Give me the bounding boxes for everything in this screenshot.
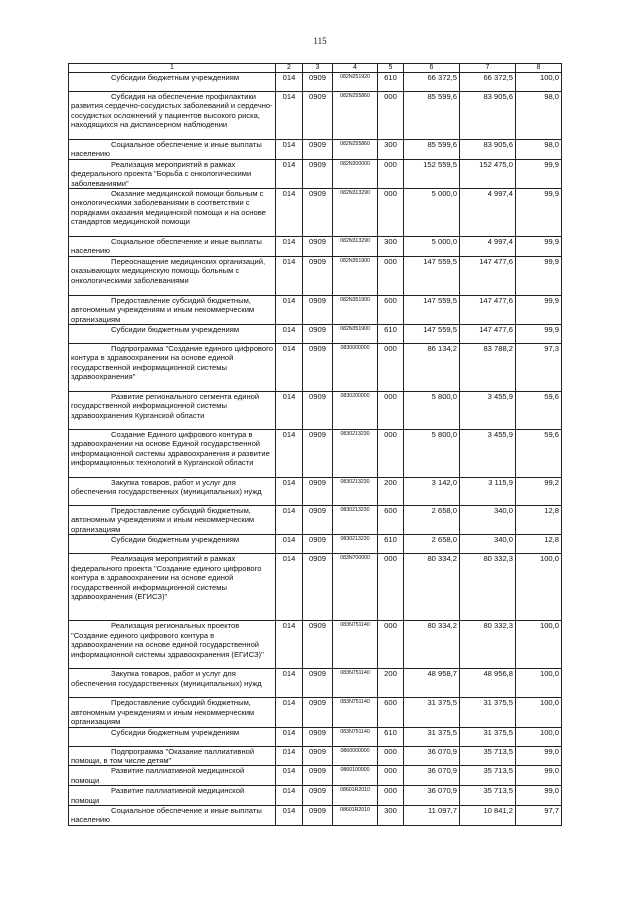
- cell-plan: 86 134,2: [404, 344, 460, 392]
- table-row: [69, 621, 562, 669]
- cell-name: [69, 478, 276, 506]
- cell-rz: 0909: [303, 727, 333, 746]
- cell-rz: 0909: [303, 554, 333, 621]
- cell-cs: 0830213230: [333, 535, 378, 554]
- table-row: [69, 189, 562, 237]
- table-row: [69, 92, 562, 140]
- cell-fact: 83 905,6: [460, 92, 516, 140]
- cell-ved: 014: [276, 325, 303, 344]
- cell-ved: 014: [276, 237, 303, 257]
- table-row: [69, 237, 562, 257]
- cell-cs: 0860100000: [333, 766, 378, 786]
- table-row: [69, 392, 562, 430]
- table-row: [69, 159, 562, 188]
- cell-fact: 35 713,5: [460, 786, 516, 806]
- table-row: [69, 766, 562, 786]
- cell-pct: 97,7: [516, 805, 562, 825]
- cell-rz: 0909: [303, 256, 333, 295]
- cell-vr: 610: [378, 73, 404, 92]
- table-row: [69, 727, 562, 746]
- cell-pct: 99,9: [516, 189, 562, 237]
- cell-cs: 082N313290: [333, 189, 378, 237]
- cell-cs: 08601R2010: [333, 786, 378, 806]
- header-cell: 1: [69, 64, 276, 73]
- cell-pct: 99,9: [516, 159, 562, 188]
- cell-pct: 100,0: [516, 669, 562, 698]
- cell-vr: 000: [378, 766, 404, 786]
- cell-vr: 200: [378, 478, 404, 506]
- cell-fact: 152 475,0: [460, 159, 516, 188]
- row-name: Подпрограмма "Оказание паллиативной помощи, в том числе детям": [71, 746, 255, 765]
- cell-cs: 082N351900: [333, 325, 378, 344]
- cell-plan: 36 070,9: [404, 766, 460, 786]
- header-cell: 8: [516, 64, 562, 73]
- cell-pct: 97,3: [516, 344, 562, 392]
- table-row: [69, 506, 562, 535]
- cell-rz: 0909: [303, 430, 333, 478]
- cell-name: [69, 535, 276, 554]
- cell-name: [69, 727, 276, 746]
- cell-pct: 99,0: [516, 746, 562, 766]
- cell-plan: 152 559,5: [404, 159, 460, 188]
- cell-pct: 99,0: [516, 766, 562, 786]
- row-name: Создание Единого цифрового контура в здравоохранении на основе Единой государственной информационной системы здравоохранения и развитие информационных технологий в Курганской области: [71, 430, 270, 468]
- cell-rz: 0909: [303, 786, 333, 806]
- header-cell: 5: [378, 64, 404, 73]
- table-row: [69, 295, 562, 324]
- table-row: [69, 805, 562, 825]
- row-name: Развитие паллиативной медицинской помощи: [71, 766, 245, 785]
- cell-ved: 014: [276, 92, 303, 140]
- cell-rz: 0909: [303, 766, 333, 786]
- row-name: Развитие паллиативной медицинской помощи: [71, 786, 245, 805]
- header-cell: 3: [303, 64, 333, 73]
- cell-name: [69, 766, 276, 786]
- cell-ved: 014: [276, 73, 303, 92]
- row-name: Субсидии бюджетным учреждениям: [111, 73, 240, 82]
- table-row: [69, 786, 562, 806]
- budget-table: [68, 63, 562, 826]
- cell-vr: 000: [378, 392, 404, 430]
- cell-ved: 014: [276, 535, 303, 554]
- cell-vr: 000: [378, 256, 404, 295]
- cell-ved: 014: [276, 344, 303, 392]
- cell-rz: 0909: [303, 669, 333, 698]
- cell-rz: 0909: [303, 295, 333, 324]
- cell-vr: 000: [378, 92, 404, 140]
- row-name: Реализация мероприятий в рамках федерального проекта "Создание единого цифрового контура в здравоохранении на основе единой государственной информационной системы здравоохранения (ЕГИСЗ)": [71, 554, 262, 601]
- cell-ved: 014: [276, 621, 303, 669]
- cell-ved: 014: [276, 430, 303, 478]
- header-row: [69, 64, 562, 73]
- table-row: [69, 669, 562, 698]
- cell-fact: 4 997,4: [460, 237, 516, 257]
- cell-rz: 0909: [303, 506, 333, 535]
- cell-fact: 147 477,6: [460, 256, 516, 295]
- cell-pct: 98,0: [516, 92, 562, 140]
- row-name: Закупка товаров, работ и услуг для обеспечения государственных (муниципальных) нужд: [71, 478, 262, 497]
- cell-rz: 0909: [303, 698, 333, 727]
- cell-pct: 99,9: [516, 325, 562, 344]
- cell-rz: 0909: [303, 746, 333, 766]
- cell-plan: 31 375,5: [404, 727, 460, 746]
- cell-fact: 147 477,6: [460, 325, 516, 344]
- row-name: Субсидии бюджетным учреждениям: [111, 535, 240, 545]
- cell-fact: 83 788,2: [460, 344, 516, 392]
- cell-vr: 200: [378, 669, 404, 698]
- cell-cs: 082N255860: [333, 92, 378, 140]
- cell-vr: 600: [378, 506, 404, 535]
- table-row: [69, 256, 562, 295]
- row-name: Социальное обеспечение и иные выплаты населению: [71, 805, 262, 825]
- cell-ved: 014: [276, 140, 303, 160]
- cell-plan: 147 559,5: [404, 325, 460, 344]
- cell-vr: 600: [378, 295, 404, 324]
- cell-pct: 100,0: [516, 554, 562, 621]
- row-name: Субсидии бюджетным учреждениям: [111, 727, 240, 737]
- cell-fact: 147 477,6: [460, 295, 516, 324]
- cell-plan: 2 658,0: [404, 506, 460, 535]
- cell-rz: 0909: [303, 344, 333, 392]
- cell-plan: 5 800,0: [404, 430, 460, 478]
- row-name: Подпрограмма "Создание единого цифрового контура в здравоохранении на основе единой государственной информационной системы здравоохранения": [71, 344, 273, 382]
- header-cell: 6: [404, 64, 460, 73]
- cell-vr: 300: [378, 140, 404, 160]
- cell-fact: 340,0: [460, 506, 516, 535]
- cell-vr: 610: [378, 325, 404, 344]
- cell-rz: 0909: [303, 392, 333, 430]
- row-name: Развитие регионального сегмента единой государственной информационной системы здравоохранения Курганской области: [71, 392, 260, 420]
- table-row: [69, 535, 562, 554]
- cell-ved: 014: [276, 189, 303, 237]
- header-cell: 4: [333, 64, 378, 73]
- cell-cs: 082N255860: [333, 140, 378, 160]
- cell-pct: 100,0: [516, 727, 562, 746]
- table-row: [69, 698, 562, 727]
- cell-fact: 3 455,9: [460, 430, 516, 478]
- row-name: Социальное обеспечение и иные выплаты населению: [71, 140, 262, 159]
- cell-fact: 35 713,5: [460, 766, 516, 786]
- cell-name: [69, 669, 276, 698]
- cell-pct: 99,9: [516, 256, 562, 295]
- cell-plan: 5 000,0: [404, 237, 460, 257]
- table-body: [69, 73, 562, 826]
- cell-name: [69, 189, 276, 237]
- cell-name: [69, 554, 276, 621]
- cell-ved: 014: [276, 506, 303, 535]
- cell-vr: 000: [378, 621, 404, 669]
- cell-ved: 014: [276, 554, 303, 621]
- cell-vr: 300: [378, 237, 404, 257]
- cell-pct: 12,8: [516, 535, 562, 554]
- row-name: Предоставление субсидий бюджетным, автономным учреждениям и иным некоммерческим организациям: [71, 506, 255, 534]
- row-name: Переоснащение медицинских организаций, оказывающих медицинскую помощь больным с онкологическими заболеваниями: [71, 256, 266, 285]
- cell-name: [69, 256, 276, 295]
- cell-name: [69, 698, 276, 727]
- cell-plan: 80 334,2: [404, 554, 460, 621]
- cell-pct: 99,9: [516, 237, 562, 257]
- cell-pct: 100,0: [516, 621, 562, 669]
- cell-pct: 99,9: [516, 295, 562, 324]
- cell-cs: 083N751140: [333, 727, 378, 746]
- cell-fact: 83 905,6: [460, 140, 516, 160]
- cell-plan: 36 070,9: [404, 786, 460, 806]
- cell-pct: 100,0: [516, 698, 562, 727]
- row-name: Закупка товаров, работ и услуг для обеспечения государственных (муниципальных) нужд: [71, 669, 262, 688]
- cell-cs: 0830213230: [333, 506, 378, 535]
- cell-vr: 610: [378, 727, 404, 746]
- cell-vr: 000: [378, 344, 404, 392]
- cell-rz: 0909: [303, 478, 333, 506]
- cell-cs: 083N751140: [333, 669, 378, 698]
- cell-plan: 66 372,5: [404, 73, 460, 92]
- cell-ved: 014: [276, 392, 303, 430]
- cell-name: [69, 430, 276, 478]
- cell-ved: 014: [276, 256, 303, 295]
- cell-plan: 36 070,9: [404, 746, 460, 766]
- cell-ved: 014: [276, 698, 303, 727]
- cell-name: [69, 237, 276, 257]
- cell-vr: 300: [378, 805, 404, 825]
- cell-cs: 082N351900: [333, 295, 378, 324]
- row-name: Реализация мероприятий в рамках федерального проекта "Борьба с онкологическими заболеваниями": [71, 159, 252, 188]
- cell-fact: 31 375,5: [460, 727, 516, 746]
- table-row: [69, 554, 562, 621]
- cell-name: [69, 159, 276, 188]
- cell-fact: 66 372,5: [460, 73, 516, 92]
- cell-fact: 4 997,4: [460, 189, 516, 237]
- cell-plan: 80 334,2: [404, 621, 460, 669]
- cell-name: [69, 506, 276, 535]
- cell-plan: 48 958,7: [404, 669, 460, 698]
- cell-rz: 0909: [303, 621, 333, 669]
- cell-vr: 000: [378, 554, 404, 621]
- cell-fact: 340,0: [460, 535, 516, 554]
- row-name: Предоставление субсидий бюджетным, автономным учреждениям и иным некоммерческим организациям: [71, 698, 255, 727]
- table-row: [69, 325, 562, 344]
- cell-plan: 85 599,6: [404, 140, 460, 160]
- row-name: Реализация региональных проектов "Создание единого цифрового контура в здравоохранении на основе единой государственной информационной системы здравоохранения (ЕГИСЗ)": [71, 621, 264, 659]
- cell-vr: 610: [378, 535, 404, 554]
- cell-rz: 0909: [303, 805, 333, 825]
- cell-cs: 08601R2010: [333, 805, 378, 825]
- cell-name: [69, 786, 276, 806]
- cell-ved: 014: [276, 766, 303, 786]
- row-name: Субсидии бюджетным учреждениям: [111, 325, 240, 335]
- cell-pct: 99,0: [516, 786, 562, 806]
- cell-plan: 147 559,5: [404, 295, 460, 324]
- cell-fact: 80 332,3: [460, 554, 516, 621]
- cell-rz: 0909: [303, 535, 333, 554]
- cell-name: [69, 621, 276, 669]
- cell-plan: 5 000,0: [404, 189, 460, 237]
- cell-plan: 31 375,5: [404, 698, 460, 727]
- cell-name: [69, 746, 276, 766]
- cell-plan: 2 658,0: [404, 535, 460, 554]
- cell-plan: 5 800,0: [404, 392, 460, 430]
- cell-cs: 082N313290: [333, 237, 378, 257]
- cell-cs: 0830213230: [333, 478, 378, 506]
- cell-plan: 85 599,6: [404, 92, 460, 140]
- cell-ved: 014: [276, 805, 303, 825]
- cell-rz: 0909: [303, 325, 333, 344]
- cell-pct: 59,6: [516, 430, 562, 478]
- row-name: Предоставление субсидий бюджетным, автономным учреждениям и иным некоммерческим организациям: [71, 295, 255, 324]
- table-row: [69, 140, 562, 160]
- cell-fact: 3 115,9: [460, 478, 516, 506]
- cell-cs: 082N251920: [333, 73, 378, 92]
- cell-cs: 082N351900: [333, 256, 378, 295]
- cell-name: [69, 325, 276, 344]
- cell-fact: 35 713,5: [460, 746, 516, 766]
- table-row: [69, 478, 562, 506]
- header-cell: 2: [276, 64, 303, 73]
- table-row: [69, 73, 562, 92]
- cell-cs: 083N751140: [333, 698, 378, 727]
- cell-ved: 014: [276, 786, 303, 806]
- cell-cs: 0830000000: [333, 344, 378, 392]
- cell-name: [69, 73, 276, 92]
- cell-plan: 11 097,7: [404, 805, 460, 825]
- row-name: Оказание медицинской помощи больным с онкологическими заболеваниями в соответствии с порядками оказания медицинской помощи и на основе стандартов медицинской помощи: [71, 189, 266, 227]
- cell-cs: 0830213230: [333, 430, 378, 478]
- cell-name: [69, 392, 276, 430]
- cell-pct: 100,0: [516, 73, 562, 92]
- cell-name: [69, 92, 276, 140]
- table-row: [69, 344, 562, 392]
- cell-ved: 014: [276, 478, 303, 506]
- cell-fact: 31 375,5: [460, 698, 516, 727]
- row-name: Субсидия на обеспечение профилактики развития сердечно-сосудистых заболеваний и сердечно-сосудистых осложнений у пациентов высокого риска, находящихся на диспансерном наблюдении: [71, 92, 273, 130]
- cell-vr: 000: [378, 189, 404, 237]
- cell-rz: 0909: [303, 159, 333, 188]
- cell-vr: 000: [378, 430, 404, 478]
- cell-cs: 083N700000: [333, 554, 378, 621]
- cell-vr: 000: [378, 786, 404, 806]
- cell-vr: 000: [378, 159, 404, 188]
- cell-rz: 0909: [303, 189, 333, 237]
- row-name: Социальное обеспечение и иные выплаты населению: [71, 237, 262, 256]
- cell-cs: 0830200000: [333, 392, 378, 430]
- cell-rz: 0909: [303, 73, 333, 92]
- cell-rz: 0909: [303, 92, 333, 140]
- cell-name: [69, 140, 276, 160]
- cell-fact: 48 956,8: [460, 669, 516, 698]
- cell-plan: 147 559,5: [404, 256, 460, 295]
- cell-ved: 014: [276, 295, 303, 324]
- cell-cs: 083N751140: [333, 621, 378, 669]
- cell-name: [69, 344, 276, 392]
- header-cell: 7: [460, 64, 516, 73]
- cell-pct: 12,8: [516, 506, 562, 535]
- table-row: [69, 746, 562, 766]
- cell-ved: 014: [276, 746, 303, 766]
- cell-ved: 014: [276, 669, 303, 698]
- cell-rz: 0909: [303, 237, 333, 257]
- cell-vr: 000: [378, 746, 404, 766]
- cell-fact: 80 332,3: [460, 621, 516, 669]
- cell-ved: 014: [276, 159, 303, 188]
- page-number: 115: [313, 36, 327, 46]
- cell-pct: 99,2: [516, 478, 562, 506]
- cell-cs: 0860000000: [333, 746, 378, 766]
- table-row: [69, 430, 562, 478]
- cell-vr: 600: [378, 698, 404, 727]
- cell-plan: 3 142,0: [404, 478, 460, 506]
- cell-fact: 3 455,9: [460, 392, 516, 430]
- cell-name: [69, 805, 276, 825]
- cell-fact: 10 841,2: [460, 805, 516, 825]
- cell-rz: 0909: [303, 140, 333, 160]
- cell-name: [69, 295, 276, 324]
- cell-pct: 98,0: [516, 140, 562, 160]
- cell-cs: 082N300000: [333, 159, 378, 188]
- cell-pct: 59,6: [516, 392, 562, 430]
- cell-ved: 014: [276, 727, 303, 746]
